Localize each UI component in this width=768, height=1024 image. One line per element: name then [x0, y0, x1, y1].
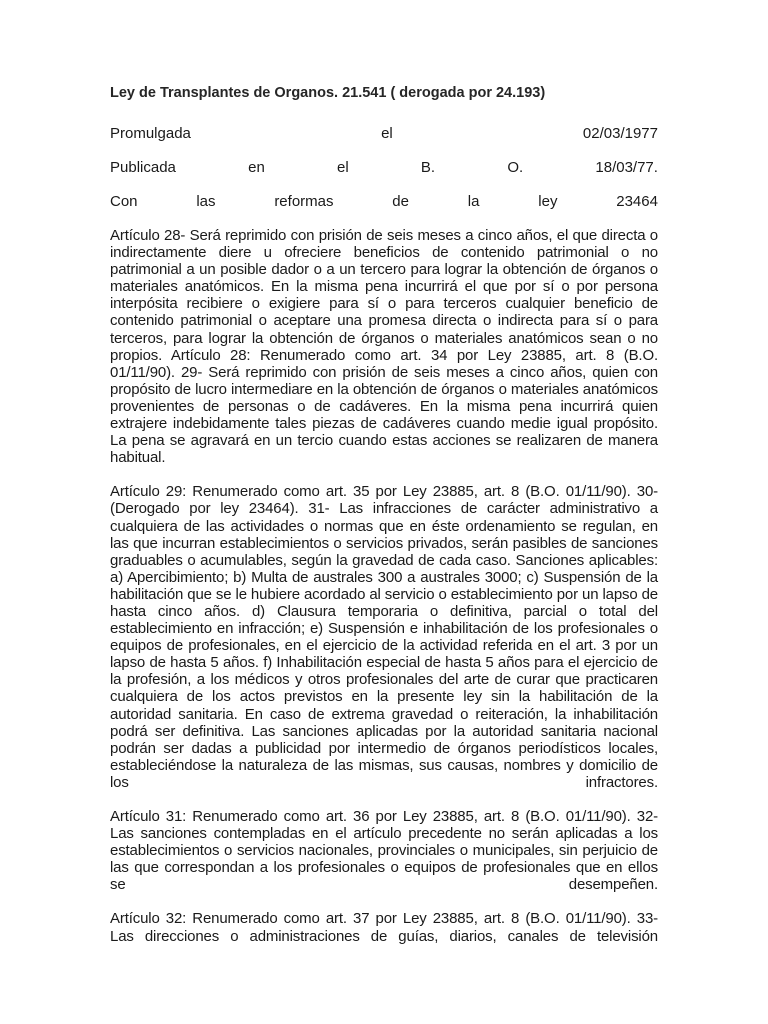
meta-word: ley [538, 193, 558, 210]
meta-word: el [381, 125, 393, 142]
reforms-line [110, 193, 658, 211]
meta-word: las [196, 193, 216, 210]
document-title: Ley de Transplantes de Organos. 21.541 ( derogada por 24.193) [110, 85, 546, 101]
document-page [110, 84, 658, 945]
article-paragraph: Artículo 28- Será reprimido con prisión de seis meses a cinco años, el que directa o indirectamente diere u ofreciere beneficios de contenido patrimonial o no patrimonial a un posible dador o a un tercero para lograr la obtención de órganos o materiales anatómicos. En la misma pena incurrirá el que por sí o por persona interpósita recibiere o exigiere para sí o para terceros cualquier beneficio de contenido patrimonial o aceptare una promesa directa o indirecta para sí o para terceros, para lograr la obtención de órganos o materiales anatómicos sean o no propios. Artículo 28: Renumerado como art. 34 por Ley 23885, art. 8 (B.O. 01/11/90). 29- Será reprimido con prisión de seis meses a cinco años, quien con propósito de lucro intermediare en la obtención de órganos o materiales anatómicos provenientes de personas o de cadáveres. En la misma pena incurrirá quien extrajere indebidamente tales piezas de cadáveres cuando medie igual propósito. La pena se agravará en un tercio cuando estas acciones se realizaren de manera habitual. [110, 227, 658, 467]
publication-line [110, 159, 658, 177]
meta-word: reformas [274, 193, 334, 210]
meta-word: 18/03/77. [595, 159, 658, 176]
article-paragraph: Artículo 31: Renumerado como art. 36 por Ley 23885, art. 8 (B.O. 01/11/90). 32- Las sanciones contempladas en el artículo precedente no serán aplicadas a los establecimientos o servicios nacionales, provinciales o municipales, sin perjuicio de las que correspondan a los profesionales o equipos de profesionales que en ellos se desempeñen. [110, 808, 658, 894]
meta-word: en [248, 159, 265, 176]
meta-word: 02/03/1977 [582, 125, 658, 142]
meta-word: la [467, 193, 480, 210]
meta-word: Con [110, 193, 138, 210]
meta-word: Promulgada [110, 125, 191, 142]
meta-word: 23464 [616, 193, 658, 210]
article-paragraph: Artículo 32: Renumerado como art. 37 por Ley 23885, art. 8 (B.O. 01/11/90). 33- Las direcciones o administraciones de guías, diarios, canales de televisión [110, 910, 658, 945]
meta-word: de [392, 193, 409, 210]
articles-body [110, 227, 658, 945]
article-paragraph: Artículo 29: Renumerado como art. 35 por Ley 23885, art. 8 (B.O. 01/11/90). 30- (Derogado por ley 23464). 31- Las infracciones de carácter administrativo a cualquiera de las actividades o normas que en éste ordenamiento se regulan, en las que incurran establecimientos o servicios privados, serán pasibles de sanciones graduables o acumulables, según la gravedad de cada caso. Sanciones aplicables: a) Apercibimiento; b) Multa de australes 300 a australes 3000; c) Suspensión de la habilitación que se le hubiere acordado al servicio o establecimiento por un lapso de hasta cinco años. d) Clausura temporaria o definitiva, parcial o total del establecimiento en infracción; e) Suspensión e inhabilitación de los profesionales o equipos de profesionales, en el ejercicio de la actividad referida en el art. 3 por un lapso de hasta 5 años. f) Inhabilitación especial de hasta 5 años para el ejercicio de la profesión, a los médicos y otros profesionales del arte de curar que practicaren cualquiera de los actos previstos en la presente ley sin la habilitación de la autoridad sanitaria. En caso de extrema gravedad o reiteración, la inhabilitación podrá ser definitiva. Las sanciones aplicadas por la autoridad sanitaria nacional podrán ser dadas a publicidad por intermedio de órganos periodísticos locales, estableciéndose la naturaleza de las mismas, sus causas, nombres y domicilio de los infractores. [110, 483, 658, 791]
meta-word: O. [507, 159, 524, 176]
meta-word: el [337, 159, 349, 176]
promulgation-line [110, 125, 658, 143]
meta-word: Publicada [110, 159, 176, 176]
meta-word: B. [420, 159, 436, 176]
